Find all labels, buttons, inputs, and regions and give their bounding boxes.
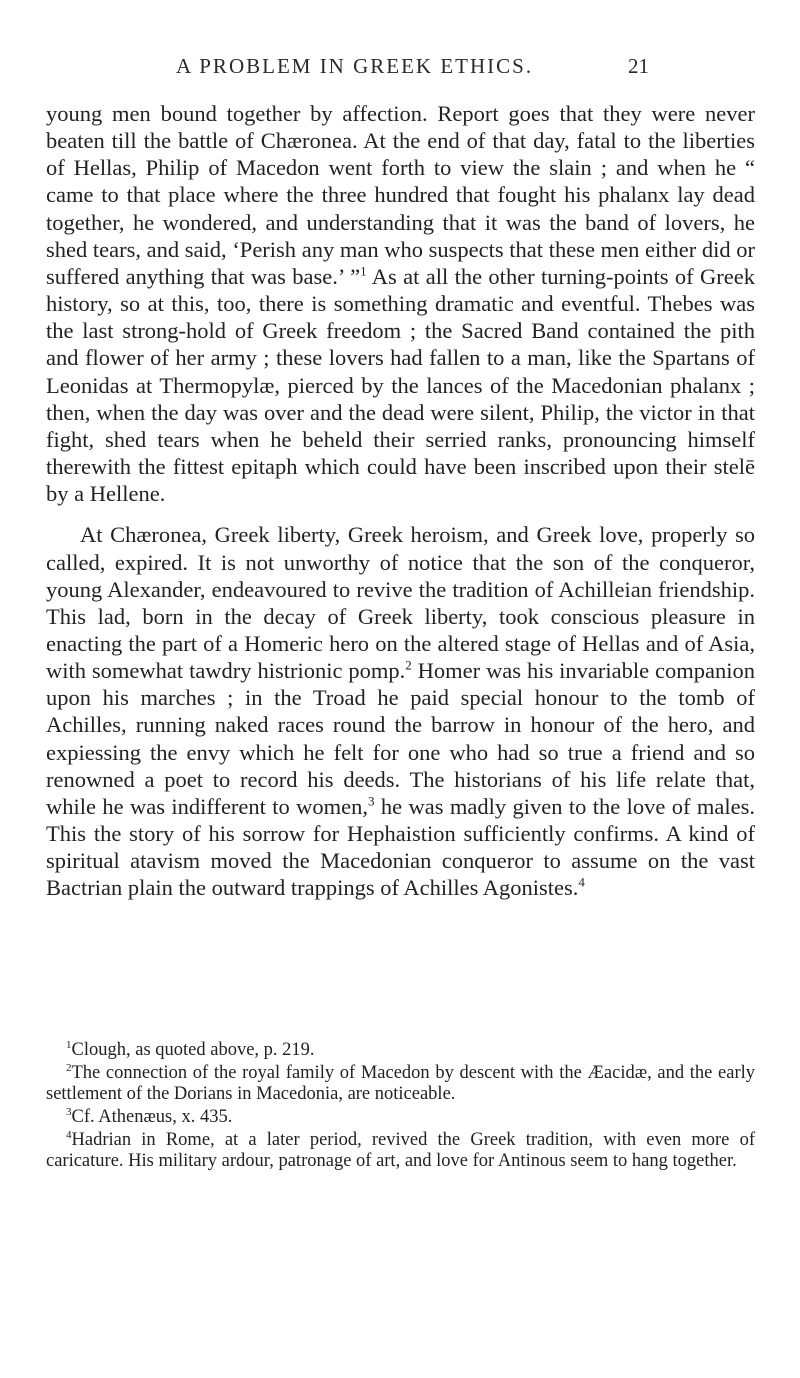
footnote-text: The connection of the royal family of Macedon by descent with the Æacidæ, and the early settlement of the Dorians in Macedonia, are noticeable. (46, 1063, 755, 1104)
footnote-ref-2[interactable]: 2 (405, 657, 412, 673)
paragraph-2-text-c: he was madly given to the love of males. This the story of his sorrow for Hephaistion sufficiently confirms. A kind of spiritual atavism moved the Macedonian conqueror to assume on the vast Bactrian plain the outward trappings of Achilles Agonistes. (46, 793, 755, 901)
paragraph-1 (46, 100, 755, 507)
footnote-number: 1 (66, 1038, 72, 1051)
footnote-text: Clough, as quoted above, p. 219. (71, 1040, 315, 1060)
footnote-1 (46, 1040, 755, 1061)
body-text (46, 100, 755, 902)
paragraph-2-text-b: Homer was his invariable companion upon his marches ; in the Troad he paid special honour to the tomb of Achilles, running naked races round the barrow in honour of the hero, and expiessing the envy which he felt for one who had so true a friend and so renowned a poet to record his deeds. The historians of his life relate that, while he was indifferent to women, (46, 658, 755, 819)
footnote-2 (46, 1063, 755, 1105)
running-head: A PROBLEM IN GREEK ETHICS. (176, 54, 534, 78)
footnote-text: Cf. Athenæus, x. 435. (71, 1107, 233, 1127)
footnote-ref-1[interactable]: 1 (360, 263, 367, 279)
footnote-4 (46, 1130, 755, 1172)
paragraph-2-text-a: At Chæronea, Greek liberty, Greek heroism, and Greek love, properly so called, expired. It is not unworthy of notice that the son of the conqueror, young Alexander, endeavoured to revive the tradition of Achilleian friendship. This lad, born in the decay of Greek liberty, took conscious pleasure in enacting the part of a Homeric hero on the altered stage of Hellas and of Asia, with somewhat tawdry histrionic pomp. (46, 522, 755, 684)
paragraph-1-text-a: young men bound together by affection. Report goes that they were never beaten till the battle of Chæronea. At the end of that day, fatal to the liberties of Hellas, Philip of Macedon went forth to view the slain ; and when he “ came to that place where the three hundred that fought his phalanx lay dead together, he wondered, and understanding that it was the band of lovers, he shed tears, and said, ‘Perish any man who suspects that these men either did or suffered anything that was base.’ ” (46, 101, 755, 289)
footnote-number: 4 (66, 1128, 72, 1141)
footnote-ref-4[interactable]: 4 (578, 874, 585, 890)
footnote-number: 2 (66, 1061, 72, 1074)
footnotes (46, 1040, 755, 1172)
footnote-text: Hadrian in Rome, at a later period, revived the Greek tradition, with even more of caricature. His military ardour, patronage of art, and love for Antinous seem to hang together. (46, 1130, 755, 1171)
paragraph-2 (46, 521, 755, 901)
page-header (0, 54, 800, 84)
paragraph-1-text-b: As at all the other turning-points of Greek history, so at this, too, there is something dramatic and eventful. Thebes was the last strong-hold of Greek freedom ; the Sacred Band contained the pith and flower of her army ; these lovers had fallen to a man, like the Spartans of Leonidas at Thermopylæ, pierced by the lances of the Macedonian phalanx ; then, when the day was over and the dead were silent, Philip, the victor in that fight, shed tears when he beheld their serried ranks, pronouncing himself therewith the fittest epitaph which could have been inscribed upon their stelē by a Hellene. (46, 263, 755, 507)
footnote-number: 3 (66, 1105, 72, 1118)
footnote-ref-3[interactable]: 3 (368, 793, 375, 809)
footnote-3 (46, 1107, 755, 1128)
page-number: 21 (628, 54, 649, 78)
